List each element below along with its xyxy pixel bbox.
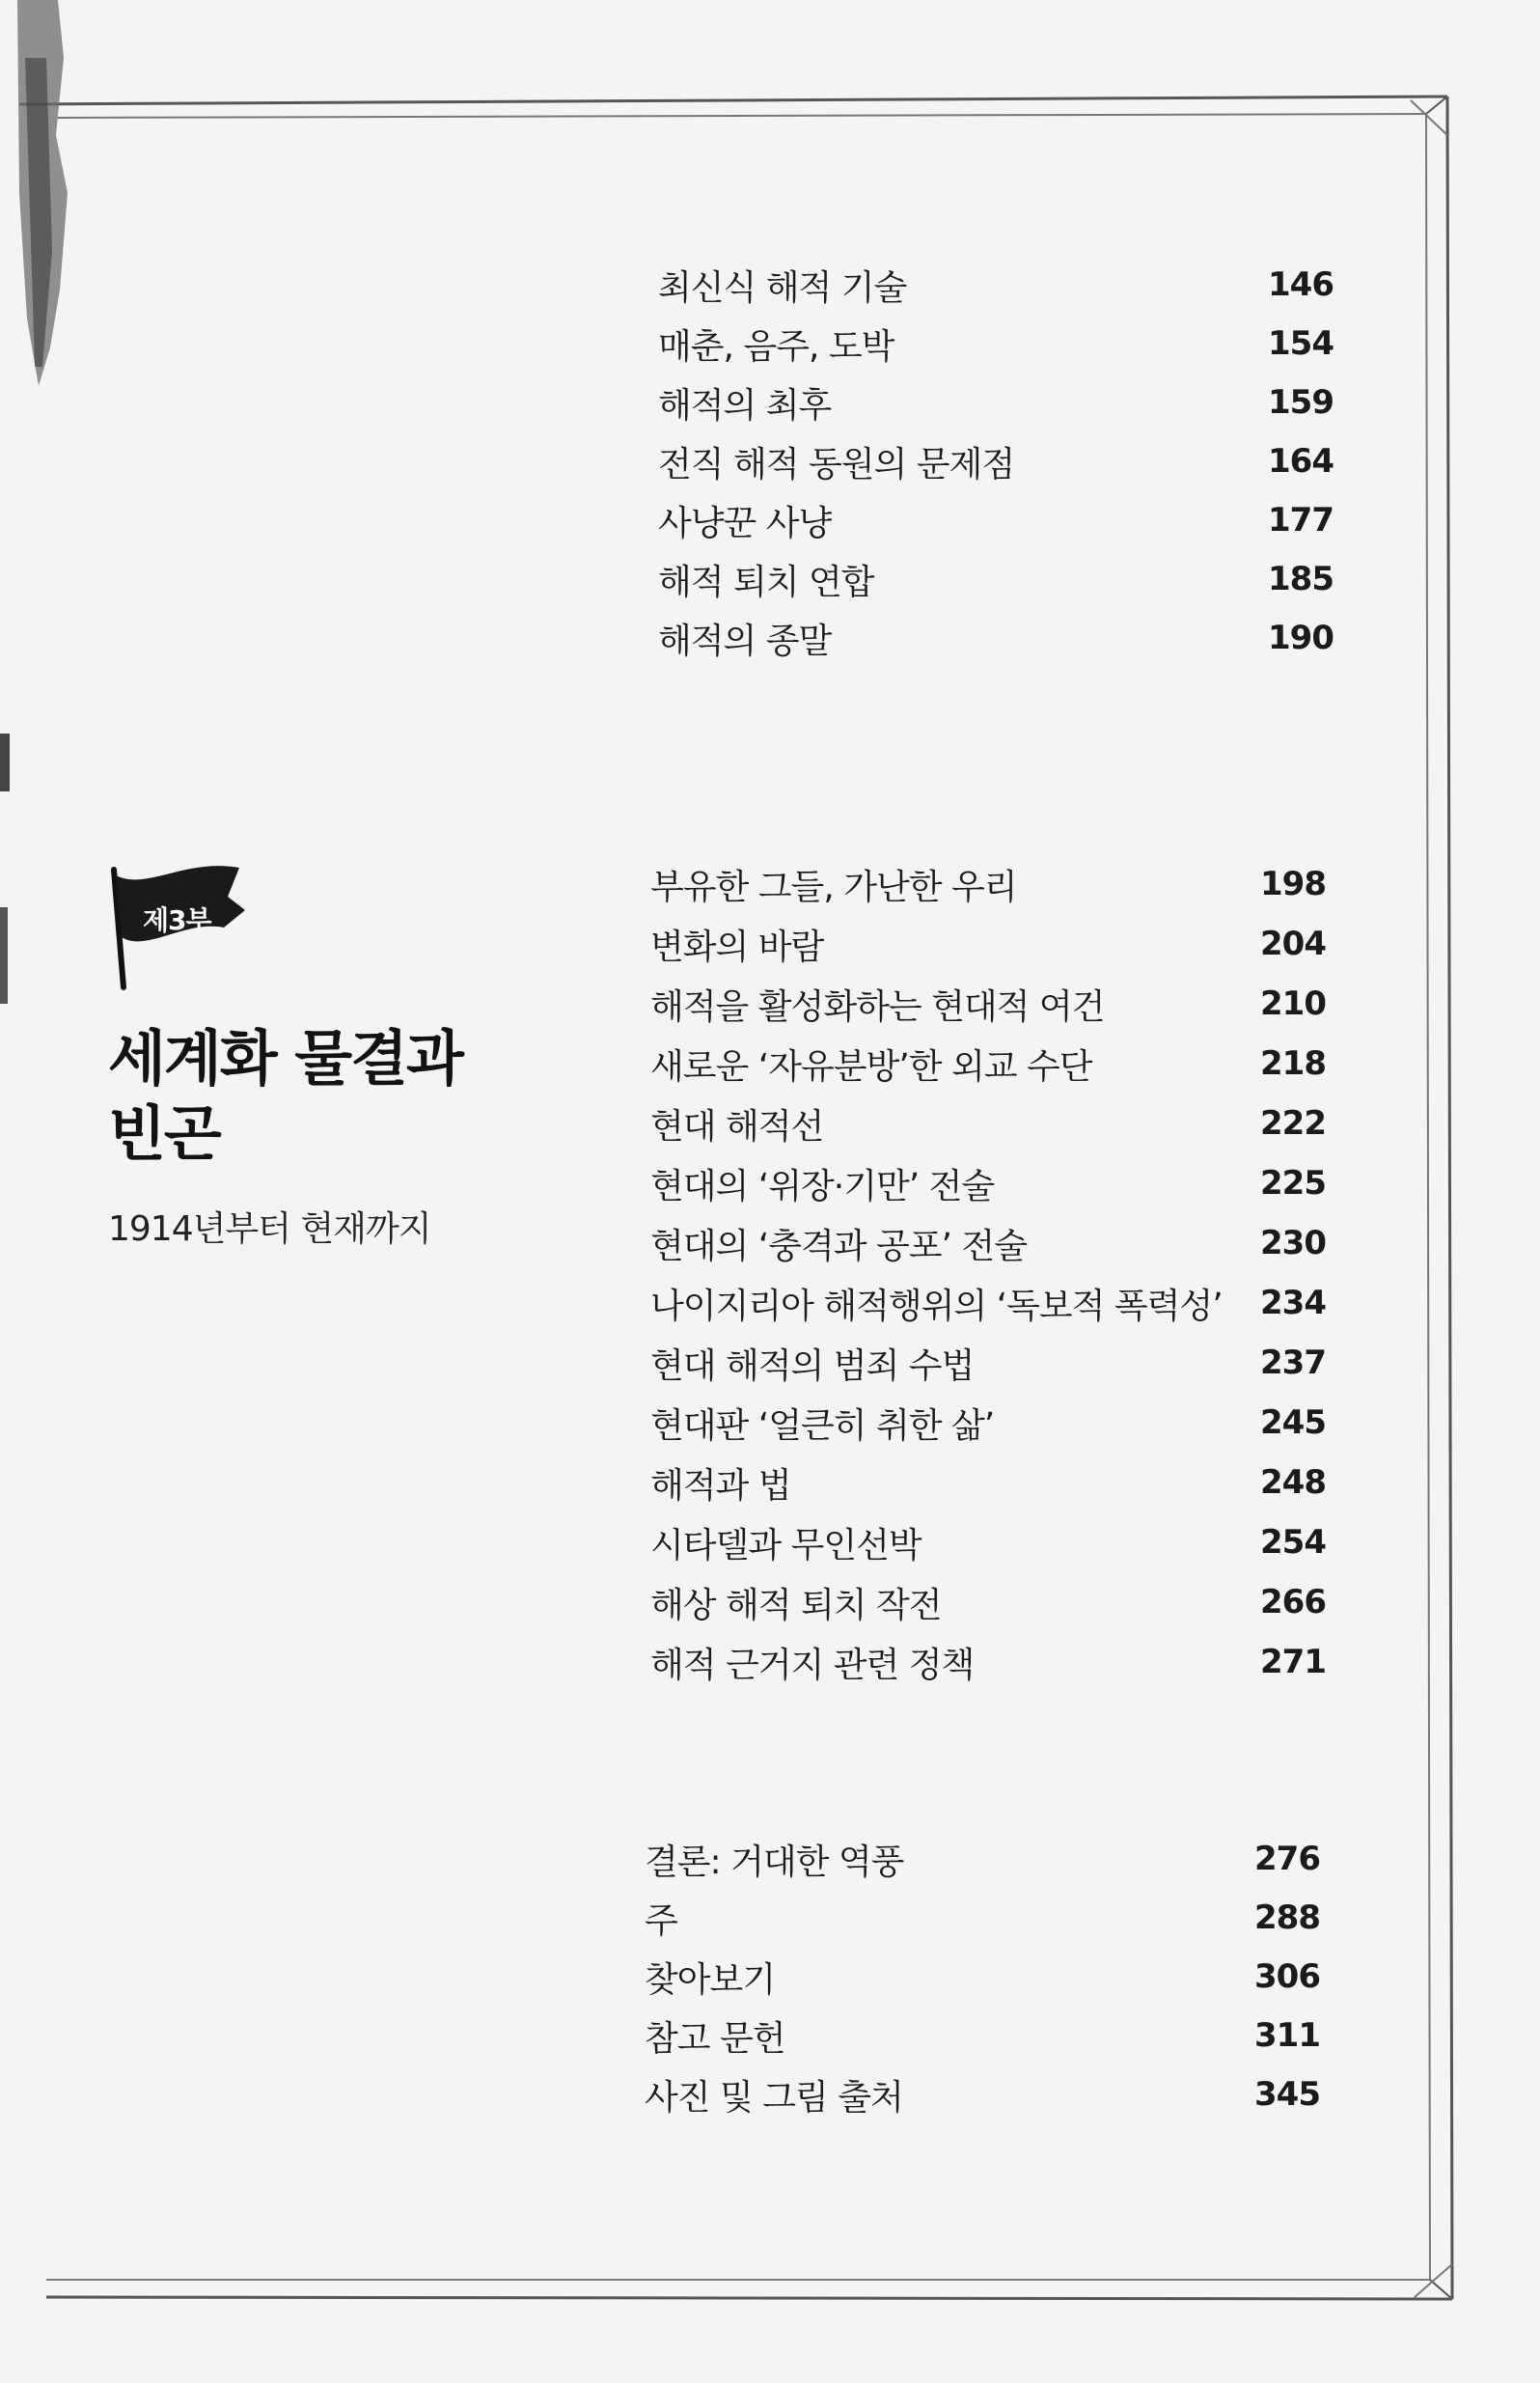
toc-entry-page: 271 <box>1260 1643 1326 1681</box>
toc-entry-title: 변화의 바람 <box>650 927 824 967</box>
toc-entry-page: 198 <box>1260 865 1326 903</box>
toc-entry-title: 참고 문헌 <box>645 2018 785 2059</box>
toc-entry[interactable] <box>658 491 1334 549</box>
toc-entry[interactable] <box>658 256 1334 314</box>
toc-entry-page: 159 <box>1268 383 1334 422</box>
toc-entry[interactable] <box>658 550 1334 608</box>
toc-entry-title: 해적의 최후 <box>658 385 832 426</box>
toc-entry-page: 306 <box>1254 1957 1320 1996</box>
toc-entry-page: 218 <box>1260 1044 1326 1083</box>
toc-entry-title: 현대의 ‘위장·기만’ 전술 <box>650 1166 995 1206</box>
toc-entry-title: 해적 근거지 관련 정책 <box>650 1645 975 1685</box>
toc-entry-page: 245 <box>1260 1403 1326 1442</box>
toc-entry[interactable] <box>650 1035 1326 1093</box>
part-badge: 제3부 <box>143 904 211 936</box>
toc-entry-title: 현대의 ‘충격과 공포’ 전술 <box>650 1226 1027 1266</box>
toc-entry[interactable] <box>645 2007 1320 2064</box>
toc-entry[interactable] <box>645 1948 1320 2006</box>
toc-entry-page: 154 <box>1268 324 1334 363</box>
toc-entry-title: 전직 해적 동원의 문제점 <box>658 444 1015 485</box>
toc-entry-title: 해적 퇴치 연합 <box>658 562 874 602</box>
toc-entry-title: 현대 해적의 범죄 수법 <box>650 1345 975 1386</box>
toc-entry-page: 248 <box>1260 1463 1326 1502</box>
toc-entry[interactable] <box>650 1513 1326 1571</box>
toc-entry-page: 230 <box>1260 1224 1326 1262</box>
toc-entry-title: 현대판 ‘얼큰히 취한 삶’ <box>650 1405 995 1446</box>
toc-entry[interactable] <box>650 1394 1326 1452</box>
toc-entry[interactable] <box>645 1830 1320 1888</box>
toc-entry-page: 190 <box>1268 619 1334 657</box>
toc-entry[interactable] <box>650 1454 1326 1511</box>
toc-entry-title: 해적과 법 <box>650 1465 791 1506</box>
toc-entry[interactable] <box>658 315 1334 373</box>
toc-entry-title: 찾아보기 <box>645 1959 776 2000</box>
toc-entry-page: 288 <box>1254 1898 1320 1937</box>
toc-entry[interactable] <box>650 1633 1326 1691</box>
toc-entry-title: 해상 해적 퇴치 작전 <box>650 1585 942 1625</box>
toc-entry[interactable] <box>650 915 1326 973</box>
toc-entry-title: 매춘, 음주, 도박 <box>658 326 894 367</box>
toc-entry-title: 나이지리아 해적행위의 ‘독보적 폭력성’ <box>650 1286 1223 1326</box>
toc-entry[interactable] <box>658 609 1334 667</box>
part-title <box>108 1021 552 1172</box>
toc-entry[interactable] <box>645 2065 1320 2123</box>
toc-entry-page: 210 <box>1260 984 1326 1023</box>
toc-entry-page: 185 <box>1268 560 1334 598</box>
toc-entry-page: 276 <box>1254 1840 1320 1878</box>
toc-entry-title: 해적을 활성화하는 현대적 여건 <box>650 986 1105 1027</box>
part-subtitle: 1914년부터 현재까지 <box>108 1209 431 1249</box>
toc-entry-title: 현대 해적선 <box>650 1106 824 1147</box>
toc-entry-page: 164 <box>1268 442 1334 481</box>
toc-entry[interactable] <box>658 432 1334 490</box>
toc-entry-page: 146 <box>1268 265 1334 304</box>
toc-entry[interactable] <box>650 975 1326 1033</box>
toc-entry-title: 주 <box>645 1900 677 1941</box>
toc-entry-title: 시타델과 무인선박 <box>650 1525 921 1566</box>
toc-entry[interactable] <box>650 1154 1326 1212</box>
toc-entry[interactable] <box>650 1334 1326 1392</box>
toc-entry[interactable] <box>650 1274 1326 1332</box>
toc-entry-page: 222 <box>1260 1104 1326 1143</box>
toc-entry-page: 177 <box>1268 501 1334 540</box>
part-title-line: 빈곤 <box>108 1098 220 1169</box>
toc-entry[interactable] <box>650 1214 1326 1272</box>
toc-entry[interactable] <box>650 1095 1326 1152</box>
toc-entry-title: 새로운 ‘자유분방’한 외교 수단 <box>650 1046 1092 1087</box>
toc-entry[interactable] <box>650 855 1326 913</box>
toc-entry-title: 사냥꾼 사냥 <box>658 503 832 543</box>
toc-entry-title: 사진 및 그림 출처 <box>645 2077 903 2118</box>
toc-entry-page: 234 <box>1260 1284 1326 1322</box>
toc-entry-page: 225 <box>1260 1164 1326 1203</box>
toc-entry-title: 해적의 종말 <box>658 621 832 661</box>
toc-entry-page: 266 <box>1260 1583 1326 1621</box>
toc-entry[interactable] <box>650 1573 1326 1631</box>
toc-entry-page: 345 <box>1254 2075 1320 2114</box>
toc-entry[interactable] <box>645 1889 1320 1947</box>
toc-entry-title: 결론: 거대한 역풍 <box>645 1842 904 1882</box>
toc-entry-page: 254 <box>1260 1523 1326 1562</box>
toc-entry-page: 237 <box>1260 1344 1326 1382</box>
part-title-line: 세계화 물결과 <box>108 1023 462 1094</box>
toc-entry-title: 부유한 그들, 가난한 우리 <box>650 867 1017 907</box>
toc-entry-page: 311 <box>1254 2016 1320 2055</box>
toc-entry-page: 204 <box>1260 925 1326 963</box>
toc-entry-title: 최신식 해적 기술 <box>658 267 907 308</box>
toc-entry[interactable] <box>658 374 1334 431</box>
